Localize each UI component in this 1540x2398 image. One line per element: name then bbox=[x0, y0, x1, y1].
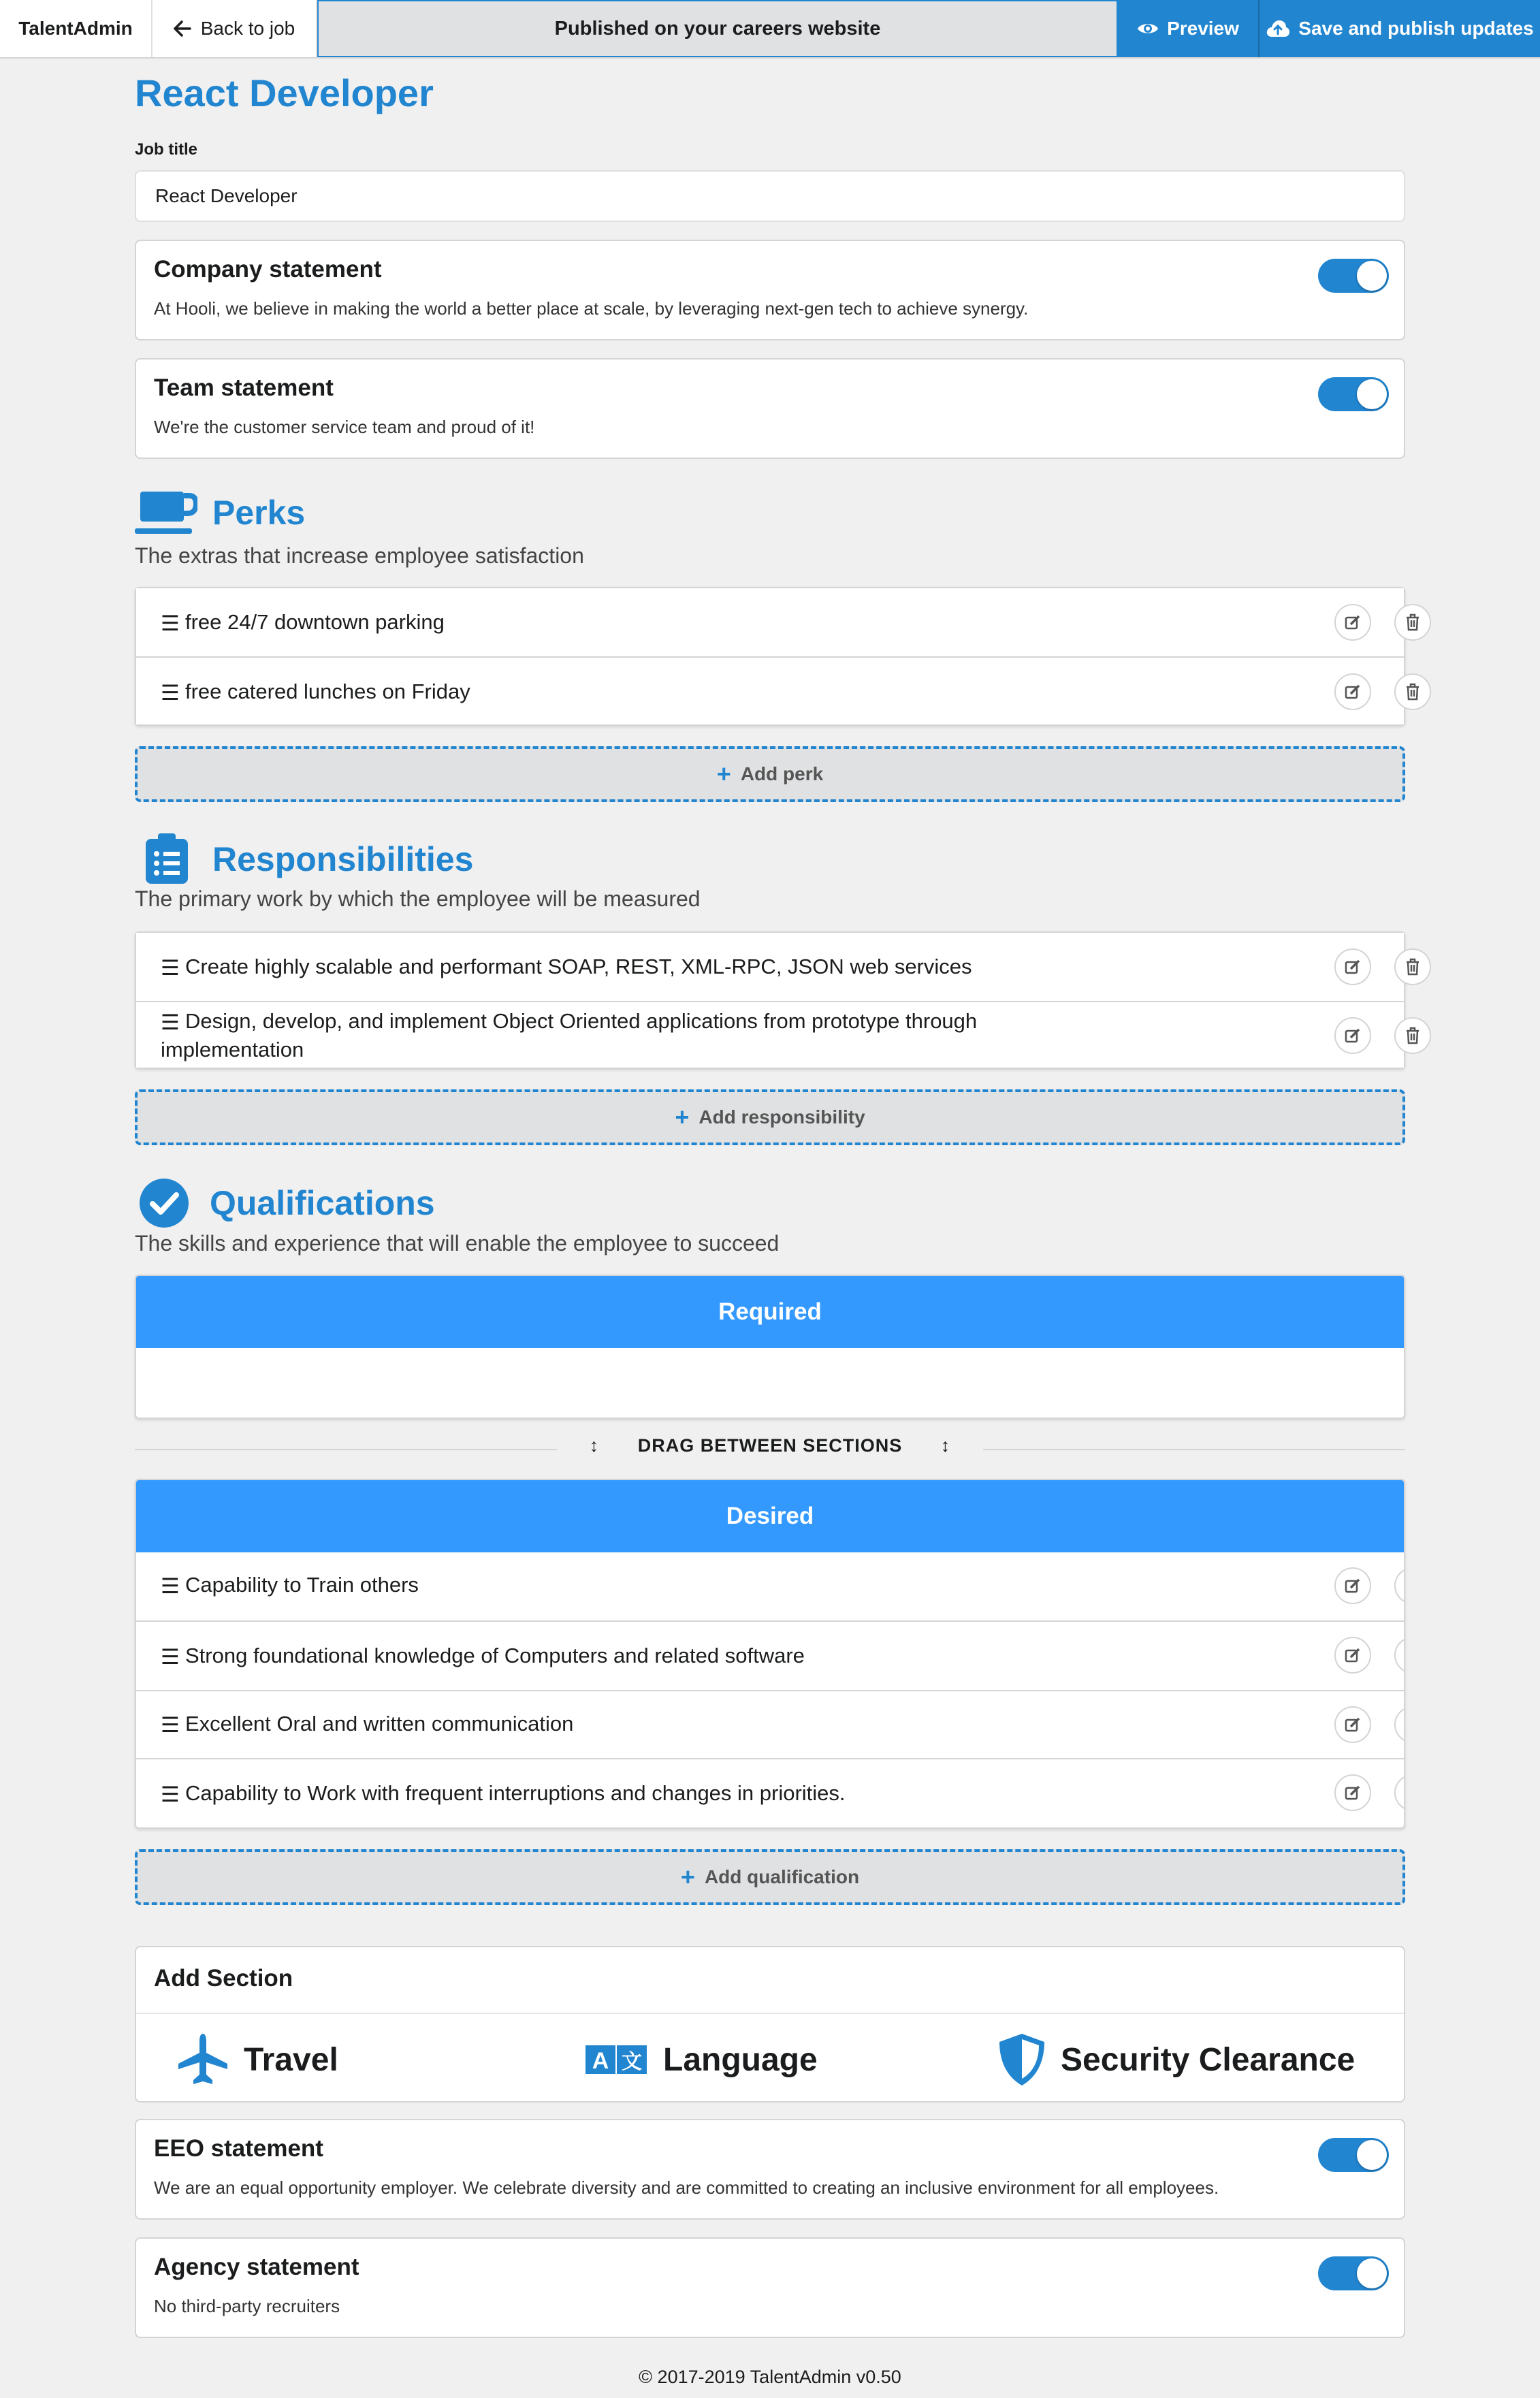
qualification-text: Capability to Work with frequent interruptions and changes in priorities. bbox=[185, 1781, 846, 1805]
shield-icon bbox=[998, 2032, 1046, 2087]
responsibility-text: Create highly scalable and performant SOAP, REST, XML-RPC, JSON web services bbox=[185, 955, 972, 978]
security-clearance-label: Security Clearance bbox=[1061, 2041, 1355, 2078]
perks-subtitle: The extras that increase employee satisfaction bbox=[135, 543, 584, 568]
save-publish-button[interactable] bbox=[1260, 0, 1540, 57]
perks-header bbox=[135, 489, 305, 537]
brand-logo[interactable]: TalentAdmin bbox=[0, 0, 153, 57]
plus-icon: + bbox=[675, 1103, 690, 1131]
plus-icon: + bbox=[680, 1863, 695, 1891]
list-item[interactable] bbox=[136, 1758, 1404, 1826]
edit-icon bbox=[1344, 1577, 1362, 1595]
qualifications-subtitle: The skills and experience that will enable the employee to succeed bbox=[135, 1231, 780, 1256]
delete-button[interactable] bbox=[1394, 1567, 1405, 1604]
perks-title: Perks bbox=[212, 494, 306, 532]
drag-between-sections bbox=[0, 1435, 1540, 1456]
eeo-statement-card[interactable] bbox=[135, 2119, 1405, 2220]
add-responsibility-button[interactable] bbox=[135, 1089, 1405, 1145]
eeo-statement-toggle[interactable] bbox=[1318, 2138, 1389, 2172]
publish-status-banner: Published on your careers website bbox=[317, 0, 1118, 57]
plus-icon: + bbox=[716, 760, 731, 788]
delete-button[interactable] bbox=[1394, 1017, 1431, 1054]
preview-label: Preview bbox=[1167, 18, 1239, 39]
responsibilities-title: Responsibilities bbox=[212, 840, 474, 878]
svg-text:文: 文 bbox=[622, 2050, 642, 2074]
edit-icon bbox=[1344, 613, 1362, 631]
drag-handle-icon[interactable]: ☰ bbox=[161, 1644, 180, 1669]
edit-icon bbox=[1344, 1646, 1362, 1664]
delete-button[interactable] bbox=[1394, 604, 1431, 641]
back-to-job-link[interactable] bbox=[153, 0, 317, 57]
responsibilities-header bbox=[135, 833, 473, 885]
drag-handle-icon[interactable]: ☰ bbox=[161, 1010, 180, 1034]
drag-label: DRAG BETWEEN SECTIONS bbox=[622, 1435, 919, 1456]
trash-icon bbox=[1405, 1027, 1420, 1044]
add-qualification-label: Add qualification bbox=[704, 1866, 860, 1887]
drag-handle-icon[interactable]: ☰ bbox=[161, 1712, 180, 1737]
edit-button[interactable] bbox=[1334, 948, 1371, 985]
agency-statement-card[interactable] bbox=[135, 2237, 1405, 2338]
add-section-title: Add Section bbox=[154, 1965, 293, 1992]
list-item[interactable] bbox=[136, 933, 1404, 1001]
eeo-statement-title: EEO statement bbox=[154, 2135, 323, 2162]
travel-label: Travel bbox=[244, 2041, 338, 2078]
svg-text:A: A bbox=[592, 2048, 609, 2074]
delete-button[interactable] bbox=[1394, 1774, 1405, 1811]
coffee-icon bbox=[135, 489, 197, 537]
qualification-text: Strong foundational knowledge of Computers and related software bbox=[185, 1644, 805, 1667]
edit-button[interactable] bbox=[1334, 1774, 1371, 1811]
team-statement-title: Team statement bbox=[154, 374, 334, 401]
delete-button[interactable] bbox=[1394, 1637, 1405, 1674]
list-item[interactable] bbox=[136, 1001, 1404, 1068]
preview-button[interactable] bbox=[1118, 0, 1260, 57]
list-item[interactable] bbox=[136, 588, 1404, 656]
job-title-label: Job title bbox=[135, 140, 198, 159]
delete-button[interactable] bbox=[1394, 673, 1431, 710]
cloud-upload-icon bbox=[1266, 19, 1290, 38]
agency-statement-toggle[interactable] bbox=[1318, 2256, 1389, 2290]
perk-text: free 24/7 downtown parking bbox=[185, 610, 445, 634]
clipboard-list-icon bbox=[144, 833, 189, 885]
edit-button[interactable] bbox=[1334, 1706, 1371, 1743]
company-statement-card[interactable] bbox=[135, 240, 1405, 340]
qualification-text: Capability to Train others bbox=[185, 1573, 419, 1597]
desired-group bbox=[135, 1479, 1405, 1829]
team-statement-text: We're the customer service team and proud of it! bbox=[154, 417, 535, 437]
delete-button[interactable] bbox=[1394, 1706, 1405, 1743]
company-statement-text: At Hooli, we believe in making the world a better place at scale, by leveraging next-gen tech to achieve synergy. bbox=[154, 298, 1029, 319]
drag-handle-icon[interactable]: ☰ bbox=[161, 955, 180, 980]
company-statement-toggle[interactable] bbox=[1318, 259, 1389, 293]
desired-header: Desired bbox=[136, 1480, 1404, 1552]
add-responsibility-label: Add responsibility bbox=[699, 1106, 865, 1128]
team-statement-card[interactable] bbox=[135, 358, 1405, 459]
company-statement-title: Company statement bbox=[154, 256, 382, 283]
drag-handle-icon[interactable]: ☰ bbox=[161, 611, 180, 635]
add-travel-option[interactable] bbox=[177, 2029, 338, 2090]
required-header: Required bbox=[136, 1276, 1404, 1348]
save-publish-label: Save and publish updates bbox=[1298, 18, 1534, 39]
agency-statement-title: Agency statement bbox=[154, 2254, 359, 2280]
list-item[interactable] bbox=[136, 1620, 1404, 1690]
trash-icon bbox=[1405, 958, 1420, 976]
list-item[interactable] bbox=[136, 1690, 1404, 1758]
perks-list bbox=[135, 587, 1405, 726]
footer-copyright: © 2017-2019 TalentAdmin v0.50 bbox=[639, 2367, 901, 2387]
edit-icon bbox=[1344, 683, 1362, 701]
back-to-job-label: Back to job bbox=[200, 18, 295, 39]
drag-handle-icon[interactable]: ☰ bbox=[161, 1573, 180, 1598]
edit-button[interactable] bbox=[1334, 673, 1371, 710]
eeo-statement-text: We are an equal opportunity employer. We celebrate diversity and are committed to creating an inclusive environment for all employees. bbox=[154, 2177, 1219, 2198]
responsibility-text: Design, develop, and implement Object Oriented applications from prototype through implementation bbox=[161, 1009, 978, 1061]
add-perk-label: Add perk bbox=[740, 763, 824, 784]
page-title: React Developer bbox=[135, 71, 434, 114]
edit-button[interactable] bbox=[1334, 1017, 1371, 1054]
drag-handle-icon[interactable]: ☰ bbox=[161, 680, 180, 705]
drag-handle-icon[interactable]: ☰ bbox=[161, 1782, 180, 1806]
divider bbox=[136, 2013, 1404, 2014]
list-item[interactable] bbox=[136, 656, 1404, 724]
trash-icon bbox=[1405, 683, 1420, 701]
delete-button[interactable] bbox=[1394, 948, 1431, 985]
responsibilities-subtitle: The primary work by which the employee will be measured bbox=[135, 886, 701, 911]
edit-icon bbox=[1344, 1784, 1362, 1802]
trash-icon bbox=[1405, 613, 1420, 631]
top-menu-bar bbox=[0, 0, 1540, 59]
qualifications-title: Qualifications bbox=[210, 1184, 435, 1222]
check-circle-icon bbox=[139, 1178, 189, 1228]
language-icon bbox=[585, 2044, 648, 2075]
job-title-input[interactable]: React Developer bbox=[135, 170, 1405, 222]
edit-button[interactable] bbox=[1334, 1567, 1371, 1604]
eye-icon bbox=[1137, 21, 1159, 36]
agency-statement-text: No third-party recruiters bbox=[154, 2296, 340, 2316]
edit-icon bbox=[1344, 1716, 1362, 1733]
add-perk-button[interactable] bbox=[135, 746, 1405, 802]
up-down-arrow-icon: ↕ bbox=[573, 1435, 622, 1456]
edit-icon bbox=[1344, 958, 1362, 976]
edit-button[interactable] bbox=[1334, 1637, 1371, 1674]
arrow-left-icon bbox=[174, 20, 191, 37]
plane-icon bbox=[177, 2032, 229, 2087]
add-security-clearance-option[interactable] bbox=[998, 2029, 1355, 2090]
list-item[interactable] bbox=[136, 1552, 1404, 1620]
perk-text: free catered lunches on Friday bbox=[185, 680, 470, 703]
qualification-text: Excellent Oral and written communication bbox=[185, 1712, 574, 1736]
add-qualification-button[interactable] bbox=[135, 1849, 1405, 1905]
add-section-card bbox=[135, 1946, 1405, 2103]
edit-icon bbox=[1344, 1027, 1362, 1044]
team-statement-toggle[interactable] bbox=[1318, 377, 1389, 411]
qualifications-header bbox=[135, 1178, 435, 1228]
edit-button[interactable] bbox=[1334, 604, 1371, 641]
add-language-option[interactable] bbox=[585, 2029, 818, 2090]
responsibilities-list bbox=[135, 931, 1405, 1069]
language-label: Language bbox=[663, 2041, 818, 2078]
required-group bbox=[135, 1275, 1405, 1419]
up-down-arrow-icon: ↕ bbox=[918, 1435, 967, 1456]
